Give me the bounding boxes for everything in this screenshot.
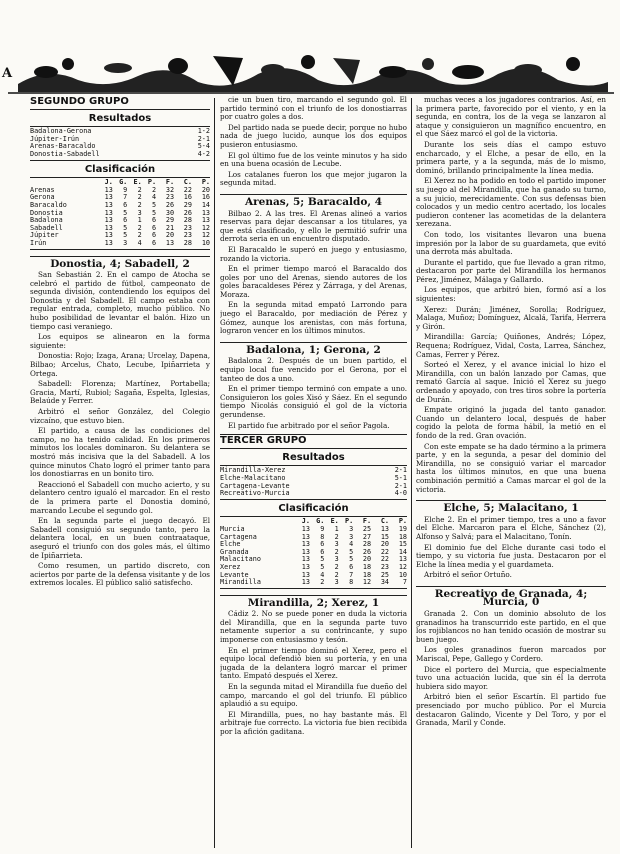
- article-paragraph: cie un buen tiro, marcando el segundo gol. El partido terminó con el triunfo de los donostiarras por cuatro goles a dos.: [220, 96, 407, 122]
- article-paragraph: En la segunda parte el juego decayó. El Sabadell consiguió su segundo tanto, pero la delantera local, en un buen contraataque, aseguró el triunfo con dos goles más, el último de Ipiñarrieta.: [30, 516, 210, 560]
- article-paragraph: En el primer tiempo dominó el Xerez, pero el equipo local defendió bien su portería, y en una jugada de la delantera logró marcar el primer tanto. Empató después el Xerez.: [220, 645, 407, 681]
- article-paragraph: Xerez: Durán; Jiménez, Sorolla; Rodríguez, Malaga, Muñoz; Domínguez, Alcalá, Tarifa, Herrera y Girón.: [416, 304, 606, 331]
- column-divider: [214, 98, 215, 848]
- standings-row: Murcia 13 9 1 3 25 13 19: [220, 524, 407, 533]
- article-headline: Badalona, 1; Gerona, 2: [220, 342, 407, 355]
- result-row: Elche-Malacitano 5-1: [220, 473, 407, 482]
- article-headline: Recreativo de Granada, 4; Murcia, 0: [416, 586, 606, 607]
- standings-row: Donostia 13 5 3 5 30 26 13: [30, 208, 210, 217]
- results-table: [220, 465, 407, 499]
- article-paragraph: Sabadell: Florenza; Martínez, Portabella; Gracia, Martí, Rubiol; Sagaña, Espelta, Iglesias, Belaúde y Ferrer.: [30, 379, 210, 406]
- result-row: Cartagena-Levante 2-1: [220, 481, 407, 490]
- article-paragraph: El gol último fue de los veinte minutos y ha sido en una buena ocasión de Lecube.: [220, 150, 407, 169]
- article-paragraph: Donostia: Rojo; Izaga, Arana; Urcelay, Dapena, Bilbao; Arcelus, Chato, Lecube, Ipiñarrieta y Ortega.: [30, 351, 210, 378]
- result-row: Júpiter-Irún 2-1: [30, 134, 210, 143]
- article-paragraph: Cádiz 2. No se puede poner en duda la victoria del Mirandilla, que en la segunda parte tuvo netamente superior a su contrincante, y supo imponerse con entusiasmo y tesón.: [220, 609, 407, 645]
- article-paragraph: El dominio fue del Elche durante casi todo el tiempo, y su victoria fue justa. Destacaron por el Elche la línea media y el guardameta.: [416, 542, 606, 569]
- sports-banner-illustration: [8, 46, 614, 94]
- article-paragraph: En el primer tiempo marcó el Baracaldo dos goles por uno del Arenas, siendo autores de los goles baracaldeses Pérez y Zárraga, y del Arenas, Moraza.: [220, 264, 407, 299]
- article-paragraph: Granada 2. Con un dominio absoluto de los granadinos ha transcurrido este partido, en el que los rojiblancos no han tenido ocasión de mostrar su buen juego.: [416, 609, 606, 644]
- standings-title: Clasificación: [84, 163, 156, 175]
- standings-row: Mirandilla 13 2 3 8 12 34 7: [220, 578, 407, 587]
- result-row: Donostia-Sabadell 4-2: [30, 149, 210, 158]
- standings-row: Badalona 13 6 1 6 29 28 13: [30, 216, 210, 225]
- standings-row: Cartagena 13 8 2 3 27 15 18: [220, 532, 407, 541]
- results-title: Resultados: [88, 112, 152, 124]
- article-paragraph: Arbitró bien el señor Escartín. El partido fue presenciado por mucho público. Por el Murcia destacaron Galindo, Vicente y Del Toro, y por el Granada, Maril y Conde.: [416, 692, 606, 728]
- article-paragraph: Elche 2. En el primer tiempo, tres a uno a favor del Elche. Marcaron para el Elche, Sánchez (2), Alfonso y Salvá; para el Malacitano, Tonín.: [416, 514, 606, 541]
- standings-row: Granada 13 6 2 5 26 22 14: [220, 547, 407, 556]
- section-title: TERCER GRUPO: [220, 434, 407, 449]
- article-paragraph: Empate originó la jugada del tanto ganador. Cuando un delantero local, después de haber cogido la pelota de forma hábil, la metió en el fondo de la red. Gran ovación.: [416, 405, 606, 440]
- article-paragraph: Arbitró el señor González, del Colegio vizcaíno, que estuvo bien.: [30, 407, 210, 425]
- article-paragraph: Sorteó el Xerez, y el avance inicial lo hizo el Mirandilla, con un balón lanzado por Camas, que remató García al saque. Inició el Xerez su juego ordenado y apoyado, con tres tiros sobre la portería de Durán.: [416, 360, 606, 404]
- standings-row: Sabadell 13 5 2 6 21 23 12: [30, 223, 210, 232]
- standings-table: [220, 516, 407, 588]
- article-paragraph: El Mirandilla, pues, no hay bastante más. El arbitraje fue correcto. La victoria fue bien recibida por la afición gaditana.: [220, 709, 407, 736]
- article-headline: Mirandilla, 2; Xerez, 1: [220, 595, 407, 608]
- article-headline: Donostia, 4; Sabadell, 2: [30, 256, 210, 269]
- article-paragraph: Reaccionó el Sabadell con mucho acierto, y su delantero centro igualó el marcador. En el resto de la primera parte el Donostia dominó, marcando Lecube el segundo gol.: [30, 479, 210, 515]
- results-title: Resultados: [282, 451, 345, 463]
- article-paragraph: Durante el partido, que fue llevado a gran ritmo, destacaron por parte del Mirandilla los hermanos Pérez, Jiménez, Málaga y Gallardo.: [416, 257, 606, 284]
- result-row: Recreativo-Murcia 4-0: [220, 489, 407, 498]
- column-divider: [411, 98, 412, 848]
- results-table: [30, 126, 210, 160]
- standings-row: Irún 13 3 4 6 13 28 10: [30, 238, 210, 247]
- section-letter: A: [2, 66, 13, 81]
- article-paragraph: Los goles granadinos fueron marcados por Mariscal, Pepe, Gallego y Cordero.: [416, 645, 606, 664]
- article-headline: Elche, 5; Malacitano, 1: [416, 500, 606, 513]
- result-row: Arenas-Baracaldo 5-4: [30, 142, 210, 151]
- article-paragraph: muchas veces a los jugadores contrarios. Así, en la primera parte, favorecido por el viento, y en la segunda, en contra, los de la vega se lanzaron al ataque y consiguieron un magnífico encuentro, en el que Sáez marcó el gol de la victoria.: [416, 96, 606, 139]
- article-paragraph: Durante los seis días el campo estuvo encharcado, y el Elche, a pesar de ello, en la primera parte, y a la segunda, más de lo mismo, dominó, brillando principalmente la línea media.: [416, 139, 606, 175]
- standings-row: Arenas 13 9 2 2 32 22 20: [30, 185, 210, 194]
- standings-header: J. G. E. P. F. C. P.: [104, 178, 210, 187]
- article-paragraph: Con todo, los visitantes llevaron una buena impresión por la labor de su guardameta, que evitó una derrota más abultada.: [416, 229, 606, 257]
- column-1: [30, 96, 210, 850]
- article-paragraph: Badalona 2. Después de un buen partido, el equipo local fue vencido por el Gerona, por el tanteo de dos a uno.: [220, 356, 407, 383]
- article-paragraph: El Baracaldo le superó en juego y entusiasmo, rozando la victoria.: [220, 244, 407, 263]
- article-headline: Arenas, 5; Baracaldo, 4: [220, 194, 407, 207]
- column-2: [220, 96, 407, 850]
- standings-row: Júpiter 13 5 2 6 20 23 12: [30, 231, 210, 240]
- article-paragraph: El partido, a causa de las condiciones del campo, no ha tenido calidad. En los primeros minutos los locales dominaron. Su delantera se mostró más incisiva que la del Sabadell. A los quince minutos Chato logró el primer tanto para los donostiarras en un bonito tiro.: [30, 426, 210, 479]
- standings-row: Elche 13 6 3 4 28 20 15: [220, 540, 407, 549]
- standings-row: Xerez 13 5 2 6 18 23 12: [220, 562, 407, 571]
- standings-row: Levante 13 4 2 7 18 25 10: [220, 570, 407, 579]
- column-3: [416, 96, 606, 850]
- article-paragraph: Del partido nada se puede decir, porque no hubo nada de juego lucido, aunque los dos equipos pusieron entusiasmo.: [220, 122, 407, 149]
- article-paragraph: Bilbao 2. A las tres. El Arenas alineó a varios reservas para dejar descansar a los titulares, ya que está clasificado, y ello le permitió sufrir una derrota seria en un encuentro disputado.: [220, 208, 407, 244]
- standings-table: [30, 177, 210, 249]
- standings-title: Clasificación: [278, 502, 349, 514]
- article-paragraph: Los equipos se alinearon en la forma siguiente:: [30, 332, 210, 350]
- standings-row: Gerona 13 7 2 4 23 16 16: [30, 193, 210, 202]
- result-row: Badalona-Gerona 1-2: [30, 127, 210, 136]
- standings-header: J. G. E. P. F. C. P.: [301, 517, 407, 526]
- article-paragraph: Dice el portero del Murcia, que especialmente tuvo una actuación lucida, que sin él la derrota hubiera sido mayor.: [416, 664, 606, 691]
- article-paragraph: Mirandilla: García; Quiñones, Andrés; López, Requena; Rodríguez, Vidal, Costa, Larrea, Sánchez, Camas, Ferrer y Pérez.: [416, 332, 606, 359]
- article-paragraph: El Xerez no ha podido en todo el partido imponer su juego al del Mirandilla, que ha ganado su turno, a su juicio, merecidamente. Con sus defensas bien colocados y un medio centro acertado, los locales pudieron contener las acometidas de la delantera xerezana.: [416, 176, 606, 229]
- standings-row: Baracaldo 13 6 2 5 26 29 14: [30, 200, 210, 209]
- article-paragraph: Los equipos, que arbitró bien, formó así a los siguientes:: [416, 285, 606, 304]
- standings-row: Malacitano 13 5 3 5 20 22 13: [220, 555, 407, 564]
- section-title: SEGUNDO GRUPO: [30, 98, 210, 110]
- article-paragraph: En la segunda mitad el Mirandilla fue dueño del campo, marcando el gol del triunfo. El público aplaudió a su equipo.: [220, 682, 407, 709]
- article-paragraph: El partido fue arbitrado por el señor Pagola.: [228, 420, 390, 430]
- article-paragraph: En la segunda mitad empató Larrondo para juego el Baracaldo, por mediación de Pérez y Gómez, aunque los arenistas, con más fortuna, lograron vencer en los últimos minutos.: [220, 300, 407, 336]
- result-row: Mirandilla-Xerez 2-1: [220, 466, 407, 475]
- article-paragraph: En el primer tiempo terminó con empate a uno. Consiguieron los goles Xisó y Sáez. En el segundo tiempo Nicolás consiguió el gol de la victoria gerundense.: [220, 384, 407, 419]
- article-paragraph: Arbitró el señor Ortuño.: [424, 570, 512, 580]
- article-paragraph: Los catalanes fueron los que mejor jugaron la segunda mitad.: [220, 169, 407, 188]
- article-paragraph: Con este empate se ha dado término a la primera parte, y en la segunda, a pesar del dominio del Mirandilla, no se consiguió variar el marcador hasta los últimos minutos, en que una buena combinación permitió a Camas marcar el gol de la victoria.: [416, 441, 606, 494]
- article-paragraph: San Sebastián 2. En el campo de Atocha se celebró el partido de fútbol, campeonato de segunda división, contendiendo los equipos del Donostia y del Sabadell. El campo estaba con regular entrada, completo, mucho público. No hubo posibilidad de levantar el balón. Hizo un tiempo casi veraniego.: [30, 270, 210, 331]
- article-paragraph: Como resumen, un partido discreto, con aciertos por parte de la defensa visitante y de los extremos locales. El público salió satisfecho.: [30, 561, 210, 588]
